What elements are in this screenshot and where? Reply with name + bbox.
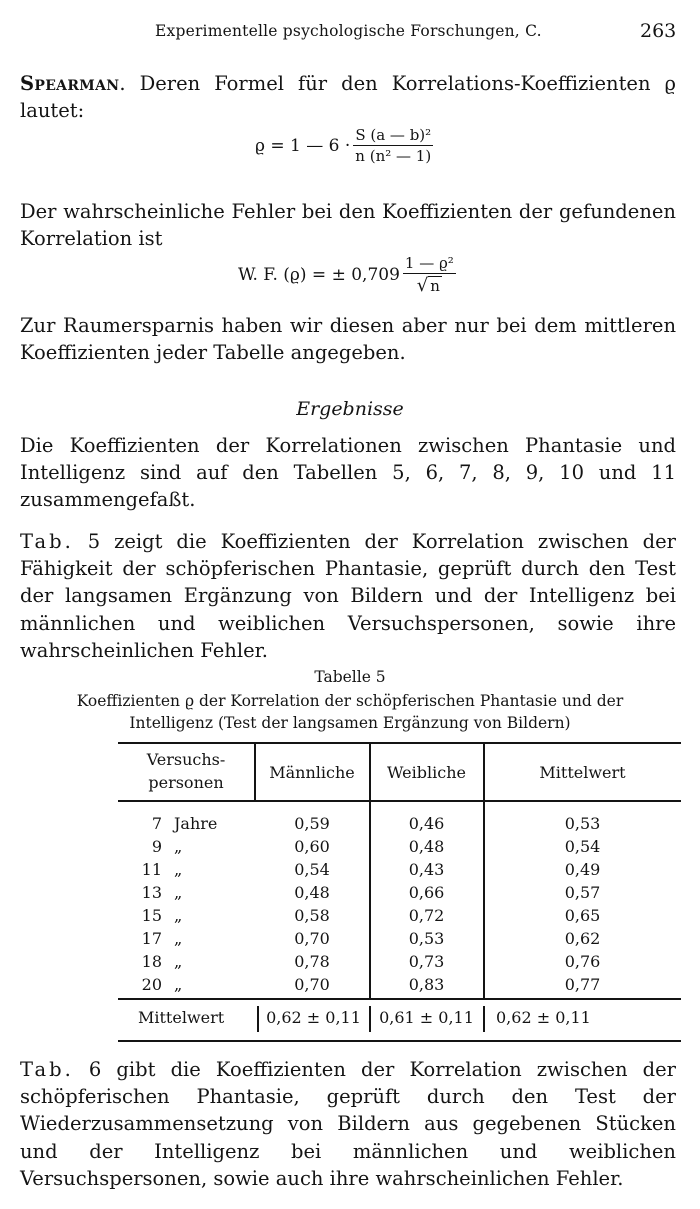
table-caption-line: Koeffizienten ϱ der Korrelation der schöpferischen Phantasie und der bbox=[76, 692, 624, 710]
radical-sign: √ bbox=[416, 275, 429, 296]
running-head-title: Experimentelle psychologische Forschungen, C. bbox=[155, 22, 542, 40]
table-footer-label: Mittelwert bbox=[138, 1008, 225, 1027]
table-reference: Tab. bbox=[20, 1058, 74, 1081]
table-cell-mean: 0,53 bbox=[564, 814, 601, 833]
formula-fraction bbox=[353, 126, 433, 165]
table-reference: Tab. bbox=[20, 530, 74, 553]
table-caption bbox=[40, 690, 660, 734]
table-body-rule bbox=[118, 998, 681, 1000]
paragraph-table6-description bbox=[20, 1056, 676, 1192]
paragraph-spearman bbox=[20, 70, 676, 124]
formula-numerator: 1 — ϱ² bbox=[404, 254, 454, 272]
formula-radicand: n bbox=[430, 277, 440, 295]
table-cell-unit: „ bbox=[174, 906, 183, 925]
paragraph-space-saving: Zur Raumersparnis haben wir diesen aber nur bei dem mittleren Koeffizienten jeder Tabelle angegeben. bbox=[20, 314, 676, 365]
table-cell-female: 0,46 bbox=[408, 814, 445, 833]
table-cell-female: 0,73 bbox=[408, 952, 445, 971]
formula-lhs: ϱ = 1 — 6 · bbox=[255, 135, 351, 156]
table-cell-unit: „ bbox=[174, 952, 183, 971]
section-heading: Ergebnisse bbox=[296, 398, 404, 420]
table-cell-age: 13 bbox=[141, 883, 162, 902]
table-cell-mean: 0,76 bbox=[564, 952, 601, 971]
table-cell-unit: „ bbox=[174, 975, 183, 994]
formula-sqrt-denominator bbox=[415, 274, 444, 296]
table-cell-female: 0,66 bbox=[408, 883, 445, 902]
paragraph-text: 6 gibt die Koeffizienten der Korrelation zwischen der schöpferischen Phantasie, geprüft durch den Test der Wiederzusammensetzung von Bildern aus gegebenen Stücken und der Intelligenz bei männlichen und weiblichen Versuchspersonen, sowie auch ihre wahrscheinlichen Fehler. bbox=[20, 1058, 676, 1190]
table-title: Tabelle 5 bbox=[314, 668, 386, 686]
table-cell-age: 7 bbox=[151, 814, 162, 833]
table-top-rule bbox=[118, 742, 681, 744]
table-cell-female: 0,43 bbox=[408, 860, 445, 879]
table-cell-male: 0,70 bbox=[294, 975, 330, 994]
table-header-male: Männliche bbox=[269, 763, 355, 782]
table-cell-mean: 0,77 bbox=[564, 975, 601, 994]
table-cell-unit: Jahre bbox=[174, 814, 218, 833]
table-footer-female: 0,61 ± 0,11 bbox=[379, 1008, 474, 1027]
table-cell-male: 0,70 bbox=[294, 929, 330, 948]
table-cell-unit: „ bbox=[174, 837, 183, 856]
table-cell-age: 18 bbox=[141, 952, 162, 971]
paragraph-results-intro: Die Koeffizienten der Korrelationen zwischen Phantasie und Intelligenz sind auf den Tabellen 5, 6, 7, 8, 9, 10 und 11 zusammengefaßt. bbox=[20, 434, 676, 512]
table-cell-mean: 0,57 bbox=[564, 883, 601, 902]
table-cell-male: 0,60 bbox=[294, 837, 330, 856]
table-cell-male: 0,58 bbox=[294, 906, 330, 925]
table-cell-age: 20 bbox=[141, 975, 162, 994]
paragraph-text: . Deren Formel für den Korrelations-Koeffizienten ϱ lautet: bbox=[20, 72, 676, 123]
table-caption-line: Intelligenz (Test der langsamen Ergänzung von Bildern) bbox=[129, 714, 571, 732]
table-header-persons bbox=[118, 748, 254, 794]
table-footer-male: 0,62 ± 0,11 bbox=[266, 1008, 361, 1027]
header-line: personen bbox=[148, 773, 224, 792]
table-cell-male: 0,59 bbox=[294, 814, 330, 833]
formula-denominator: n (n² — 1) bbox=[355, 147, 432, 165]
author-name: Spearman bbox=[20, 72, 120, 95]
formula-fraction bbox=[403, 254, 456, 296]
table-cell-female: 0,72 bbox=[408, 906, 445, 925]
table-cell-mean: 0,49 bbox=[564, 860, 601, 879]
paragraph-text: 5 zeigt die Koeffizienten der Korrelation zwischen der Fähigkeit der schöpferischen Phantasie, geprüft durch den Test der langsamen Ergänzung von Bildern und der Intelligenz bei männlichen und weiblichen Versuchspersonen, sowie ihre wahrscheinlichen Fehler. bbox=[20, 530, 676, 662]
table-cell-male: 0,48 bbox=[294, 883, 330, 902]
table-header-female: Weibliche bbox=[387, 763, 466, 782]
table-cell-age: 9 bbox=[151, 837, 162, 856]
paragraph-probable-error: Der wahrscheinliche Fehler bei den Koeffizienten der gefundenen Korrelation ist bbox=[20, 200, 676, 251]
page-number: 263 bbox=[640, 20, 677, 42]
data-table bbox=[118, 742, 681, 1042]
formula-lhs: W. F. (ϱ) = ± 0,709 bbox=[238, 265, 400, 285]
table-bottom-rule bbox=[118, 1040, 681, 1042]
formula-probable-error bbox=[238, 254, 456, 296]
table-cell-age: 15 bbox=[141, 906, 162, 925]
table-cell-female: 0,83 bbox=[408, 975, 445, 994]
table-cell-unit: „ bbox=[174, 883, 183, 902]
table-cell-unit: „ bbox=[174, 860, 183, 879]
table-cell-male: 0,78 bbox=[294, 952, 330, 971]
table-cell-mean: 0,54 bbox=[564, 837, 601, 856]
formula-correlation bbox=[255, 126, 433, 165]
table-cell-age: 17 bbox=[141, 929, 162, 948]
table-cell-age: 11 bbox=[141, 860, 162, 879]
table-cell-female: 0,48 bbox=[408, 837, 445, 856]
running-header bbox=[0, 20, 700, 50]
formula-numerator: S (a — b)² bbox=[355, 126, 432, 144]
table-cell-mean: 0,62 bbox=[564, 929, 601, 948]
table-cell-female: 0,53 bbox=[408, 929, 445, 948]
table-cell-mean: 0,65 bbox=[564, 906, 601, 925]
table-header-rule bbox=[118, 800, 681, 802]
table-cell-unit: „ bbox=[174, 929, 183, 948]
table-footer-mean: 0,62 ± 0,11 bbox=[496, 1008, 591, 1027]
table-header-mean: Mittelwert bbox=[539, 763, 626, 782]
header-line: Versuchs- bbox=[146, 750, 226, 769]
table-cell-male: 0,54 bbox=[294, 860, 330, 879]
paragraph-table5-description bbox=[20, 528, 676, 664]
